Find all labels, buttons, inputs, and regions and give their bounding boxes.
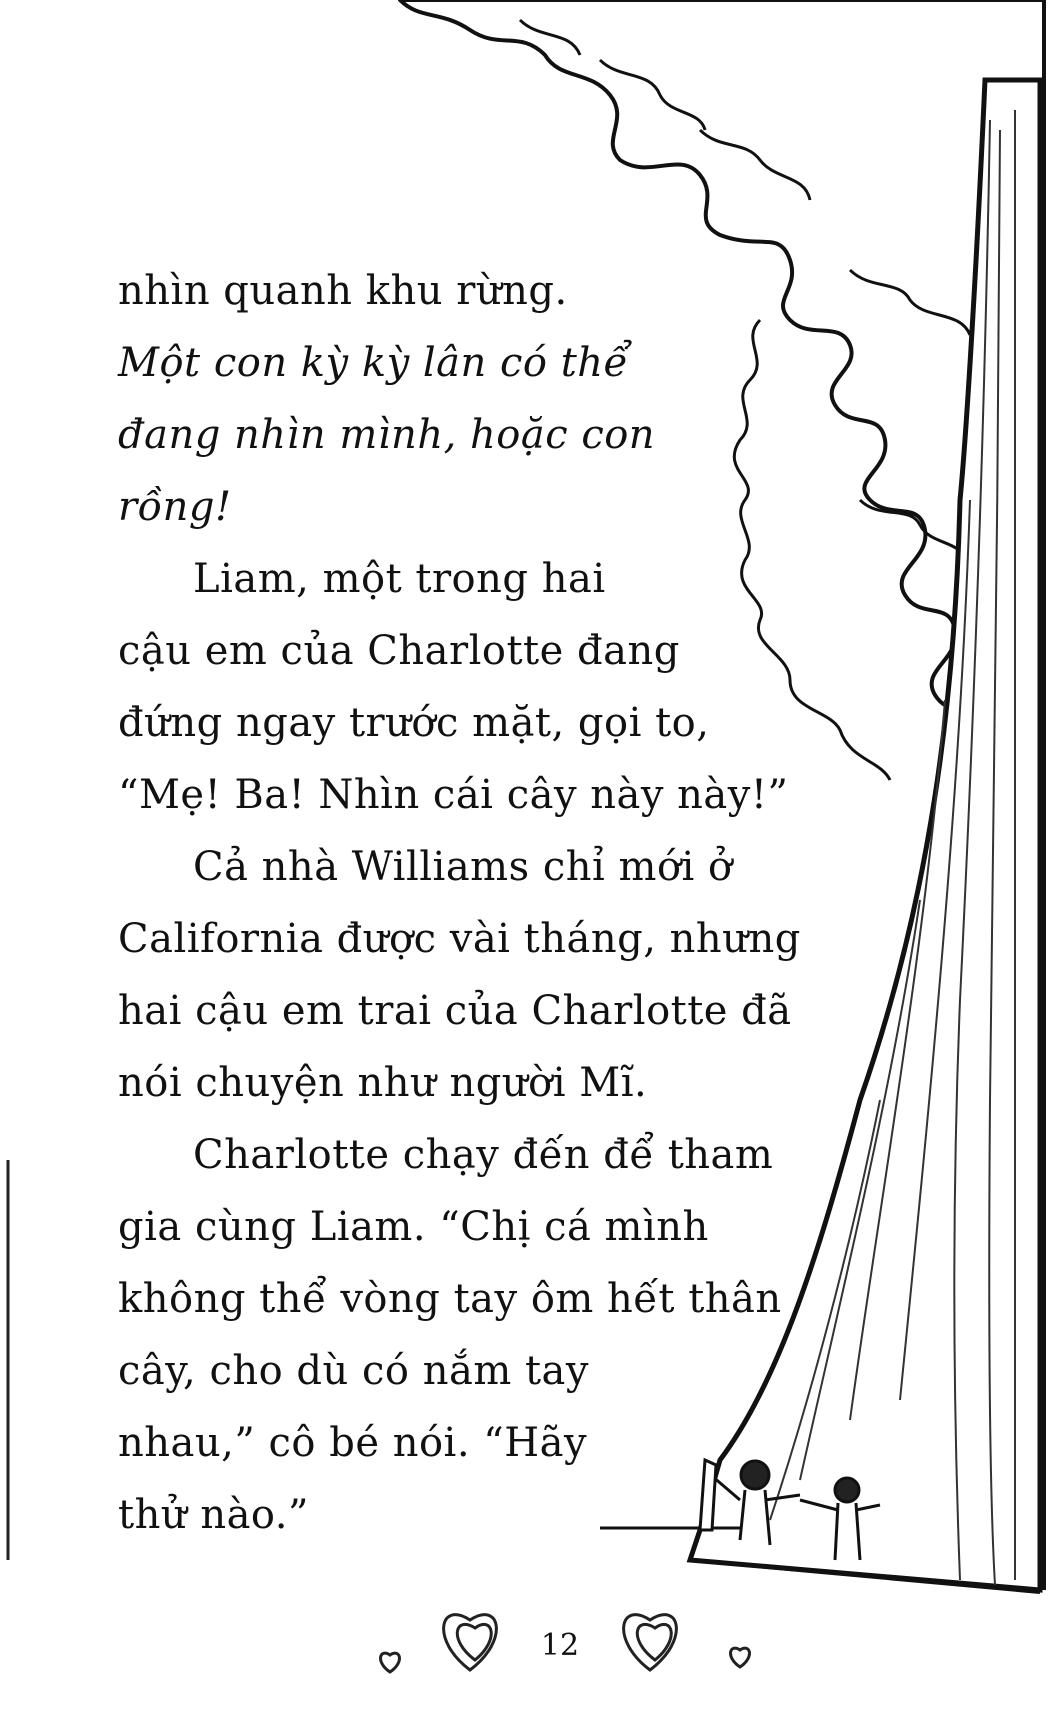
text-line: không thể vòng tay ôm hết thân [118,1276,782,1322]
text-line: cậu em của Charlotte đang [118,628,680,674]
text-line: gia cùng Liam. “Chị cá mình [118,1204,709,1250]
text-line: cây, cho dù có nắm tay [118,1348,589,1394]
text-line: đang nhìn mình, hoặc con [118,412,656,458]
story-text [118,255,808,1551]
page-number: 12 [540,1628,580,1663]
text-line-content: nhìn quanh khu rừng. [118,268,568,314]
text-line: đứng ngay trước mặt, gọi to, [118,700,710,746]
text-line: Cả nhà Williams chỉ mới ở [193,844,733,890]
text-line [118,255,633,327]
text-line: thử nào.” [118,1492,309,1538]
text-line: nhau,” cô bé nói. “Hãy [118,1420,588,1466]
text-line: nói chuyện như người Mĩ. [118,1060,648,1106]
text-line: rồng! [118,484,232,530]
text-line: Charlotte chạy đến để tham [193,1132,774,1178]
text-line: hai cậu em trai của Charlotte đã [118,988,792,1034]
text-line: “Mẹ! Ba! Nhìn cái cây này này!” [118,772,789,818]
text-line: California được vài tháng, nhưng [118,916,801,962]
text-line: Liam, một trong hai [193,556,606,602]
text-line: Một con kỳ kỳ lân có thể [118,340,629,386]
